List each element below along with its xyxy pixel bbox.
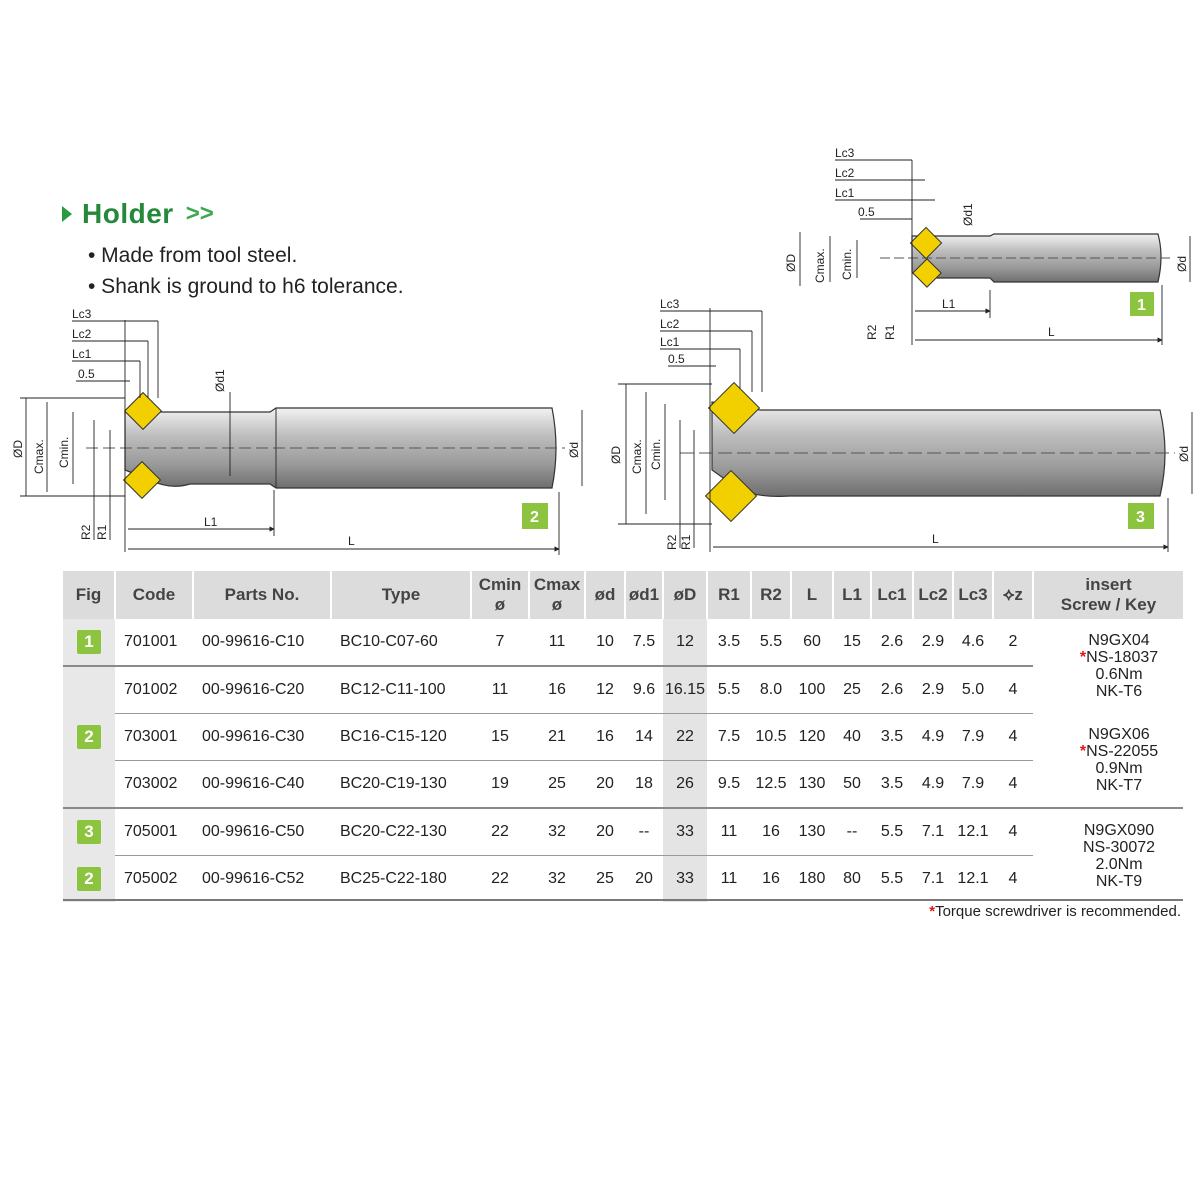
oD-cell: 26 <box>663 761 707 809</box>
lc2-label: Lc2 <box>835 166 855 180</box>
code-cell: 703002 <box>115 761 193 809</box>
od-cell: 25 <box>585 856 625 903</box>
col-od: ød <box>585 571 625 619</box>
cmin-cell: 7 <box>495 633 505 650</box>
double-chevron-icon: >> <box>185 200 214 227</box>
od1-cell: -- <box>625 808 663 856</box>
lc2-cell: 7.1 <box>913 808 953 856</box>
lc1-cell: 2.6 <box>871 666 913 714</box>
type-cell: BC20-C22-130 <box>331 808 471 856</box>
lc2-label: Lc2 <box>72 327 92 341</box>
r2-label: R2 <box>79 524 93 540</box>
col-z: ⟡z <box>993 571 1033 619</box>
r2-cell: 10.5 <box>751 714 791 761</box>
code-cell: 701002 <box>115 666 193 714</box>
code-cell: 705002 <box>115 856 193 903</box>
od-cell: 20 <box>585 761 625 809</box>
l-label: L <box>932 532 939 546</box>
lc2-cell: 2.9 <box>913 666 953 714</box>
cmax-label: Cmax. <box>813 248 827 283</box>
col-parts-no: Parts No. <box>193 571 331 619</box>
l-label: L <box>348 534 355 548</box>
screw-text: NS-22055 <box>1086 743 1159 761</box>
oD-cell: 33 <box>663 808 707 856</box>
oD-cell: 33 <box>663 856 707 903</box>
col-r1: R1 <box>707 571 751 619</box>
l1-cell: -- <box>833 808 871 856</box>
insert-text: N9GX090 <box>1083 821 1155 839</box>
figure-badge: 2 <box>77 725 101 749</box>
od1-cell: 14 <box>625 714 663 761</box>
od1-cell: 20 <box>625 856 663 903</box>
od-label: Ød <box>1177 445 1191 462</box>
code-cell: 705001 <box>115 808 193 856</box>
footnote <box>929 903 1181 920</box>
table-header-row <box>63 571 1183 619</box>
r1-label: R1 <box>95 524 109 540</box>
col-lc2: Lc2 <box>913 571 953 619</box>
r1-cell: 3.5 <box>717 633 741 650</box>
asterisk-icon: * <box>1079 649 1087 667</box>
part-no-cell: 00-99616-C30 <box>193 714 331 761</box>
z-cell: 4 <box>993 666 1033 714</box>
lc3-label: Lc3 <box>72 307 92 321</box>
oD-label: ØD <box>609 446 623 464</box>
od-label: Ød <box>567 441 581 458</box>
r2-label: R2 <box>865 324 879 340</box>
tool-body <box>712 402 1165 496</box>
asterisk-icon: * <box>1079 743 1087 761</box>
l1-label: L1 <box>204 515 218 529</box>
torque-text: 0.6Nm <box>1095 666 1143 684</box>
r2-cell: 5.5 <box>759 633 783 650</box>
r1-cell: 11 <box>707 856 751 903</box>
type-cell: BC25-C22-180 <box>331 856 471 903</box>
r1-cell: 11 <box>707 808 751 856</box>
flute-icon: ⟡ <box>1003 585 1015 604</box>
cmin-cell: 11 <box>471 666 529 714</box>
figure-2-number: 2 <box>530 509 539 526</box>
half-label: 0.5 <box>668 352 685 366</box>
screw-text: NS-30072 <box>1082 838 1156 856</box>
table-row <box>63 714 1183 761</box>
od-label: Ød <box>1175 255 1189 272</box>
od1-cell: 18 <box>625 761 663 809</box>
figure-3-number: 3 <box>1136 509 1145 526</box>
table-row <box>63 808 1183 856</box>
r1-cell: 5.5 <box>707 666 751 714</box>
z-cell: 4 <box>993 808 1033 856</box>
table-row <box>63 856 1183 903</box>
l1-cell: 80 <box>833 856 871 903</box>
figure-1-number: 1 <box>1137 297 1146 314</box>
l-cell: 120 <box>791 714 833 761</box>
oD-cell: 12 <box>663 619 707 666</box>
col-l1: L1 <box>833 571 871 619</box>
insert-text: N9GX04 <box>1088 632 1150 650</box>
insert-screw-key-cell <box>1033 619 1183 714</box>
z-cell: 2 <box>1008 633 1018 650</box>
table-row <box>63 619 1183 666</box>
figure-2-drawing <box>11 307 582 555</box>
cmax-cell: 11 <box>548 633 566 650</box>
l-cell: 60 <box>803 633 821 650</box>
oD-cell: 16.15 <box>663 666 707 714</box>
screw-text <box>1055 649 1183 666</box>
oD-cell: 22 <box>663 714 707 761</box>
feature-item: • Made from tool steel. <box>88 244 298 267</box>
lc2-cell: 4.9 <box>913 714 953 761</box>
lc3-cell: 5.0 <box>953 666 993 714</box>
col-insert: insert Screw / Key <box>1033 571 1183 619</box>
asterisk-icon: * <box>929 903 936 920</box>
cmax-label: Cmax. <box>32 439 46 474</box>
cmin-label: Cmin. <box>57 436 71 468</box>
fig-cell <box>63 856 115 903</box>
cmax-label: Cmax. <box>630 439 644 474</box>
half-label: 0.5 <box>78 367 95 381</box>
screw-text <box>1055 743 1183 760</box>
lc3-cell: 12.1 <box>953 856 993 903</box>
torque-text: 2.0Nm <box>1095 855 1143 873</box>
lc1-label: Lc1 <box>835 186 855 200</box>
od-cell: 10 <box>596 633 614 650</box>
section-title: Holder <box>82 198 174 229</box>
cmax-cell: 16 <box>529 666 585 714</box>
part-no-cell: 00-99616-C10 <box>202 633 305 650</box>
od1-label: Ød1 <box>961 203 975 226</box>
l1-cell: 15 <box>843 633 861 650</box>
part-no-cell: 00-99616-C50 <box>193 808 331 856</box>
technical-drawings <box>0 0 1200 570</box>
col-oD: øD <box>663 571 707 619</box>
half-label: 0.5 <box>858 205 875 219</box>
cmax-cell: 25 <box>529 761 585 809</box>
od-cell: 20 <box>585 808 625 856</box>
cmin-cell: 15 <box>471 714 529 761</box>
z-cell: 4 <box>993 856 1033 903</box>
type-cell: BC10-C07-60 <box>340 633 438 650</box>
lc3-cell: 12.1 <box>953 808 993 856</box>
l1-label: L1 <box>942 297 956 311</box>
key-text: NK-T9 <box>1095 872 1143 890</box>
lc1-cell: 5.5 <box>871 856 913 903</box>
lc3-label: Lc3 <box>835 146 855 160</box>
cmin-cell: 22 <box>471 856 529 903</box>
lc3-label: Lc3 <box>660 297 680 311</box>
od1-cell: 7.5 <box>632 633 656 650</box>
r2-cell: 16 <box>751 808 791 856</box>
cmin-cell: 22 <box>471 808 529 856</box>
figure-badge: 2 <box>77 867 101 891</box>
oD-label: ØD <box>784 254 798 272</box>
col-code: Code <box>115 571 193 619</box>
cmin-cell: 19 <box>471 761 529 809</box>
oD-label: ØD <box>11 440 25 458</box>
col-lc3: Lc3 <box>953 571 993 619</box>
cmin-label: Cmin. <box>840 248 854 280</box>
lc2-cell: 2.9 <box>921 633 945 650</box>
od1-cell: 9.6 <box>625 666 663 714</box>
l1-cell: 50 <box>833 761 871 809</box>
code-cell: 701001 <box>124 633 178 650</box>
insert-screw-key-cell <box>1033 714 1183 809</box>
l1-cell: 40 <box>833 714 871 761</box>
table-row <box>63 666 1183 714</box>
r2-cell: 8.0 <box>751 666 791 714</box>
spec-table <box>63 571 1183 902</box>
r2-label: R2 <box>665 534 679 550</box>
table-row <box>63 761 1183 809</box>
z-cell: 4 <box>993 714 1033 761</box>
col-lc1: Lc1 <box>871 571 913 619</box>
od-cell: 12 <box>585 666 625 714</box>
feature-item: • Shank is ground to h6 tolerance. <box>88 275 404 298</box>
insert-text: N9GX06 <box>1088 726 1150 744</box>
fig-cell <box>63 666 115 808</box>
lc1-cell: 3.5 <box>871 761 913 809</box>
lc2-cell: 7.1 <box>913 856 953 903</box>
r1-cell: 7.5 <box>707 714 751 761</box>
lc3-cell: 4.6 <box>961 633 985 650</box>
lc1-cell: 5.5 <box>871 808 913 856</box>
r2-cell: 16 <box>751 856 791 903</box>
lc3-cell: 7.9 <box>953 714 993 761</box>
table-bottom-rule <box>63 899 1183 901</box>
l-label: L <box>1048 325 1055 339</box>
od-cell: 16 <box>585 714 625 761</box>
cmax-cell: 32 <box>529 856 585 903</box>
lc3-cell: 7.9 <box>953 761 993 809</box>
l-cell: 180 <box>791 856 833 903</box>
l1-cell: 25 <box>833 666 871 714</box>
figure-badge: 3 <box>77 820 101 844</box>
part-no-cell: 00-99616-C20 <box>193 666 331 714</box>
screw-text: NS-18037 <box>1086 649 1159 667</box>
col-l: L <box>791 571 833 619</box>
figure-1-drawing <box>784 146 1190 345</box>
cmin-label: Cmin. <box>649 438 663 470</box>
r1-label: R1 <box>883 324 897 340</box>
col-cmin: Cmin ø <box>471 571 529 619</box>
type-cell: BC16-C15-120 <box>331 714 471 761</box>
lc1-label: Lc1 <box>72 347 92 361</box>
type-cell: BC12-C11-100 <box>331 666 471 714</box>
col-r2: R2 <box>751 571 791 619</box>
l-cell: 130 <box>791 808 833 856</box>
r1-label: R1 <box>679 534 693 550</box>
fig-cell <box>63 619 115 666</box>
col-cmax: Cmax ø <box>529 571 585 619</box>
r1-cell: 9.5 <box>707 761 751 809</box>
key-text: NK-T6 <box>1095 683 1143 701</box>
lc2-label: Lc2 <box>660 317 680 331</box>
type-cell: BC20-C19-130 <box>331 761 471 809</box>
lc2-cell: 4.9 <box>913 761 953 809</box>
col-fig: Fig <box>63 571 115 619</box>
lc1-cell: 2.6 <box>880 633 904 650</box>
od1-label: Ød1 <box>213 369 227 392</box>
col-type: Type <box>331 571 471 619</box>
part-no-cell: 00-99616-C40 <box>193 761 331 809</box>
l-cell: 100 <box>791 666 833 714</box>
l-cell: 130 <box>791 761 833 809</box>
code-cell: 703001 <box>115 714 193 761</box>
cmax-cell: 32 <box>529 808 585 856</box>
lc1-cell: 3.5 <box>871 714 913 761</box>
footnote-text: Torque screwdriver is recommended. <box>935 903 1181 920</box>
insert-screw-key-cell <box>1033 808 1183 902</box>
fig-cell <box>63 808 115 856</box>
lc1-label: Lc1 <box>660 335 680 349</box>
cmax-cell: 21 <box>529 714 585 761</box>
part-no-cell: 00-99616-C52 <box>193 856 331 903</box>
torque-text: 0.9Nm <box>1095 760 1143 778</box>
z-cell: 4 <box>993 761 1033 809</box>
figure-3-drawing <box>609 297 1192 552</box>
r2-cell: 12.5 <box>751 761 791 809</box>
key-text: NK-T7 <box>1095 777 1143 795</box>
figure-badge: 1 <box>77 630 101 654</box>
col-od1: ød1 <box>625 571 663 619</box>
